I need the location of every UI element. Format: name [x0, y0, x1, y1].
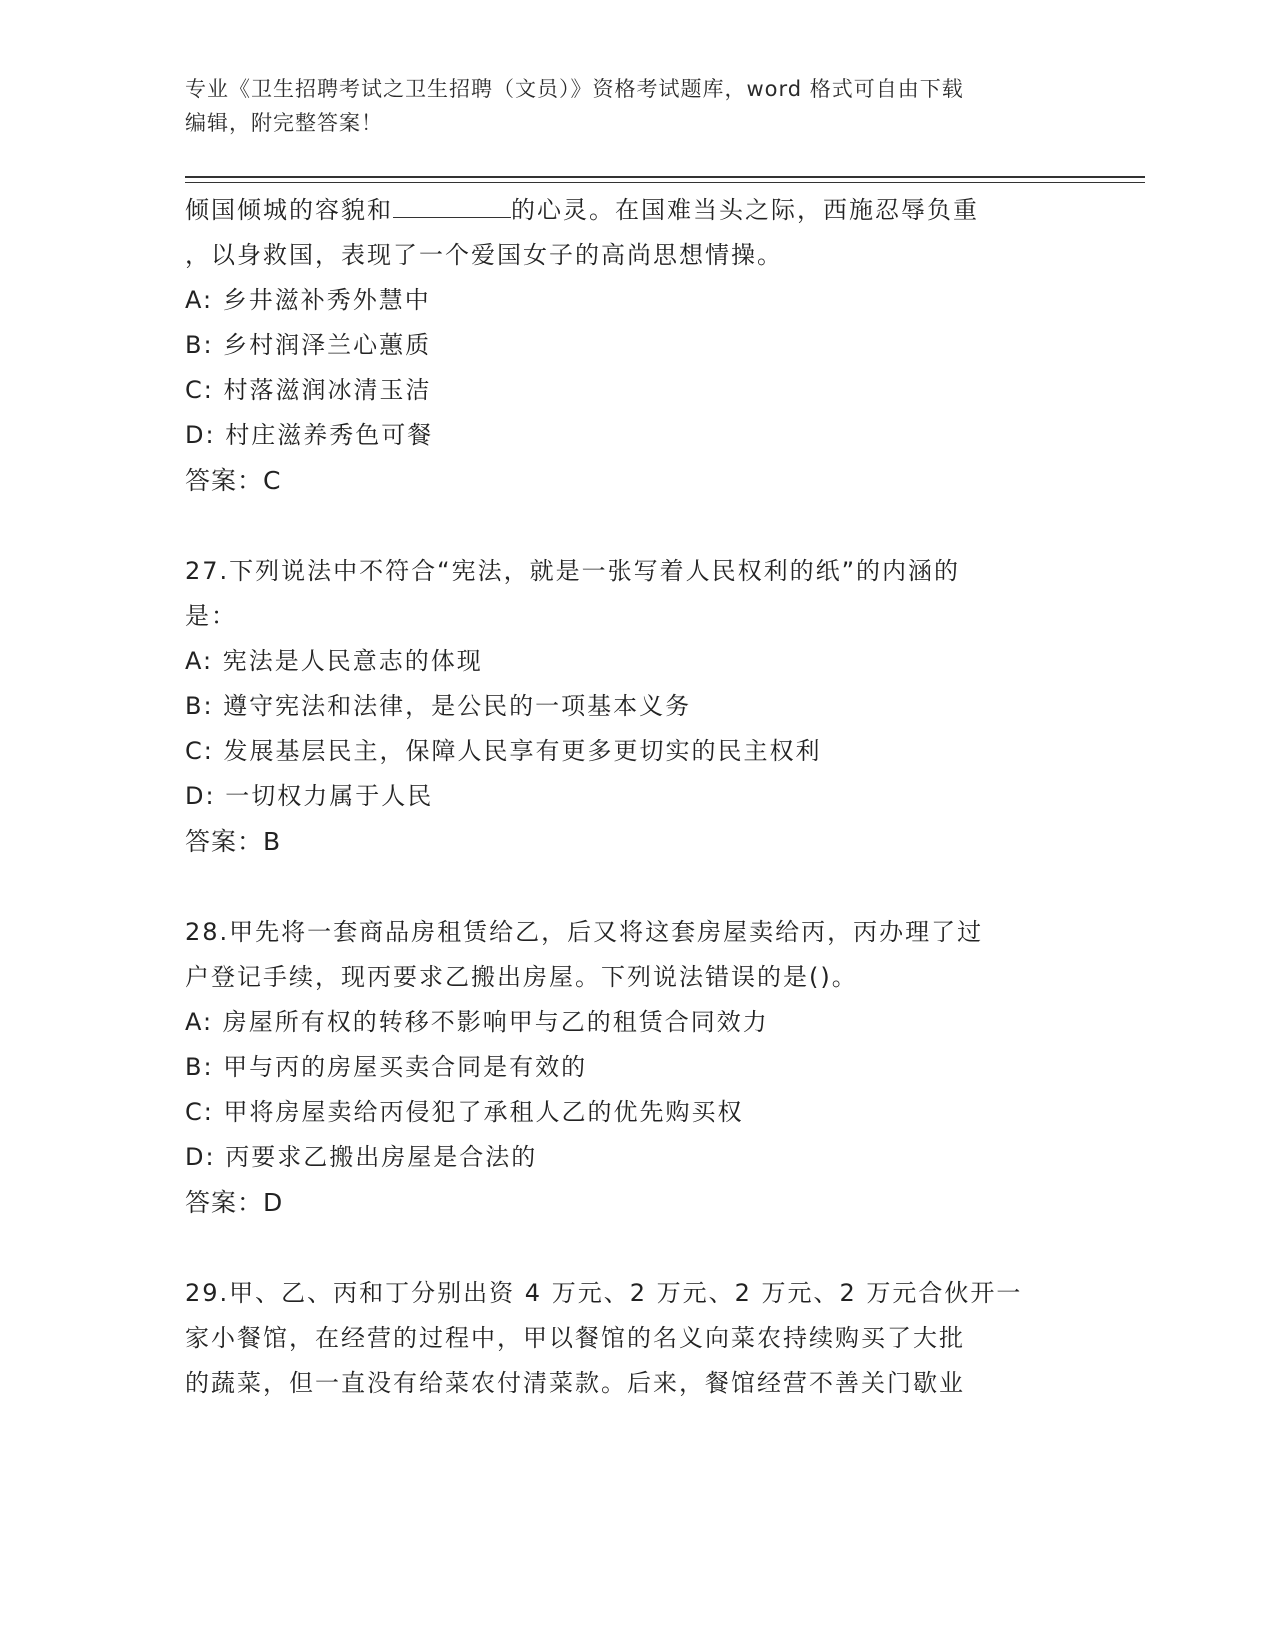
- document-header: [185, 72, 1085, 140]
- option-d: D: 一切权力属于人民: [185, 782, 434, 810]
- stem-text: 倾国倾城的容貌和: [185, 196, 393, 224]
- spacer: [185, 1225, 1085, 1271]
- header-divider-thin: [185, 182, 1145, 183]
- question-stem-line: 28.甲先将一套商品房租赁给乙，后又将这套房屋卖给丙，丙办理了过: [185, 918, 984, 946]
- question-stem-line: 是：: [185, 602, 237, 630]
- answer-line: 答案：D: [185, 1188, 284, 1217]
- question-list: [185, 188, 1085, 1406]
- stem-text: 的心灵。在国难当头之际，西施忍辱负重: [511, 196, 979, 224]
- question-stem-line: 户登记手续，现丙要求乙搬出房屋。下列说法错误的是()。: [185, 963, 858, 991]
- question-29: [185, 1271, 1085, 1406]
- question-stem-line: ，以身救国，表现了一个爱国女子的高尚思想情操。: [185, 241, 783, 269]
- header-line-1: 专业《卫生招聘考试之卫生招聘（文员）》资格考试题库，word 格式可自由下载: [185, 77, 964, 101]
- option-d: D: 村庄滋养秀色可餐: [185, 421, 434, 449]
- question-stem-line: 27.下列说法中不符合“宪法，就是一张写着人民权利的纸”的内涵的: [185, 557, 961, 585]
- option-c: C: 发展基层民主，保障人民享有更多更切实的民主权利: [185, 737, 822, 765]
- option-a: A: 房屋所有权的转移不影响甲与乙的租赁合同效力: [185, 1008, 769, 1036]
- answer-line: 答案：B: [185, 827, 282, 856]
- question-stem-line: 的蔬菜，但一直没有给菜农付清菜款。后来，餐馆经营不善关门歇业: [185, 1369, 965, 1397]
- spacer: [185, 864, 1085, 910]
- fill-in-blank: [393, 191, 511, 218]
- answer-line: 答案：C: [185, 466, 282, 495]
- spacer: [185, 503, 1085, 549]
- question-stem-line: 29.甲、乙、丙和丁分别出资 4 万元、2 万元、2 万元、2 万元合伙开一: [185, 1279, 1023, 1307]
- question-stem-line: [185, 188, 1085, 233]
- option-a: A: 乡井滋补秀外慧中: [185, 286, 431, 314]
- header-divider-thick: [185, 176, 1145, 178]
- option-b: B: 乡村润泽兰心蕙质: [185, 331, 432, 359]
- option-b: B: 甲与丙的房屋买卖合同是有效的: [185, 1053, 588, 1081]
- option-c: C: 甲将房屋卖给丙侵犯了承租人乙的优先购买权: [185, 1098, 744, 1126]
- question-28: [185, 910, 1085, 1225]
- header-line-2: 编辑，附完整答案！: [185, 111, 383, 135]
- question-stem-line: 家小餐馆，在经营的过程中，甲以餐馆的名义向菜农持续购买了大批: [185, 1324, 965, 1352]
- option-c: C: 村落滋润冰清玉洁: [185, 376, 432, 404]
- option-b: B: 遵守宪法和法律，是公民的一项基本义务: [185, 692, 692, 720]
- question-26: [185, 188, 1085, 503]
- option-a: A: 宪法是人民意志的体现: [185, 647, 483, 675]
- question-27: [185, 549, 1085, 864]
- option-d: D: 丙要求乙搬出房屋是合法的: [185, 1143, 538, 1171]
